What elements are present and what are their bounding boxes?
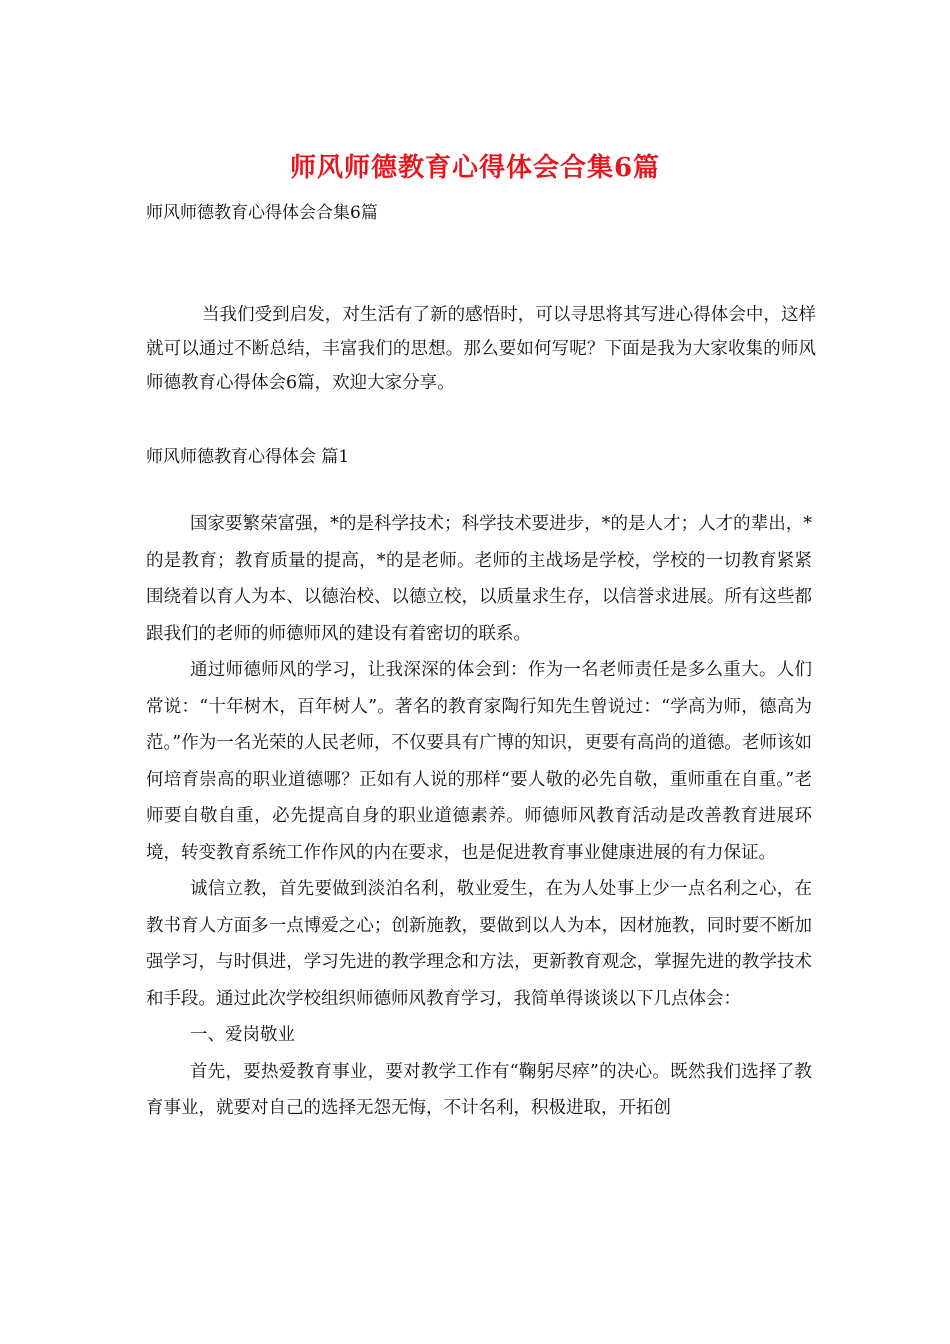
paragraph: 诚信立教，首先要做到淡泊名利，敬业爱生，在为人处事上少一点名利之心，在教书育人方面多一点博爱之心；创新施教，要做到以人为本，因材施教，同时要不断加强学习，与时俱进，学习先进的教学理念和方法，更新教育观念，掌握先进的教学技术和手段。通过此次学校组织师德师风教育学习，我简单得谈谈以下几点体会： [146, 879, 812, 1009]
document-title: 师风师德教育心得体会合集6篇 [289, 153, 661, 183]
paragraph: 通过师德师风的学习，让我深深的体会到：作为一名老师责任是多么重大。人们常说：“十年树木，百年树人”。著名的教育家陶行知先生曾说过：“学高为师，德高为范。”作为一名光荣的人民老师，不仅要具有广博的知识，更要有高尚的道德。老师该如何培育崇高的职业道德哪？正如有人说的那样“要人敬的必先自敬，重师重在自重。”老师要自敬自重，必先提高自身的职业道德素养。师德师风教育活动是改善教育进展环境，转变教育系统工作作风的内在要求，也是促进教育事业健康进展的有力保证。 [146, 660, 812, 863]
body-text [146, 506, 812, 1127]
paragraph-heading: 一、爱岗敬业 [190, 1025, 295, 1045]
paragraph: 国家要繁荣富强，*的是科学技术；科学技术要进步，*的是人才；人才的辈出，*的是教育；教育质量的提高，*的是老师。老师的主战场是学校，学校的一切教育紧紧围绕着以育人为本、以德治校、以德立校，以质量求生存，以信誉求进展。所有这些都跟我们的老师的师德师风的建设有着密切的联系。 [146, 514, 812, 644]
paragraph: 首先，要热爱教育事业，要对教学工作有“鞠躬尽瘁”的决心。既然我们选择了教育事业，就要对自己的选择无怨无悔，不计名利，积极进取，开拓创 [146, 1061, 812, 1118]
section-heading: 师风师德教育心得体会 篇1 [146, 447, 350, 467]
intro-paragraph: 当我们受到启发，对生活有了新的感悟时，可以寻思将其写进心得体会中，这样就可以通过不断总结，丰富我们的思想。那么要如何写呢？下面是我为大家收集的师风师德教育心得体会6篇，欢迎大家分享。 [146, 305, 816, 393]
document-subtitle: 师风师德教育心得体会合集6篇 [146, 203, 378, 223]
